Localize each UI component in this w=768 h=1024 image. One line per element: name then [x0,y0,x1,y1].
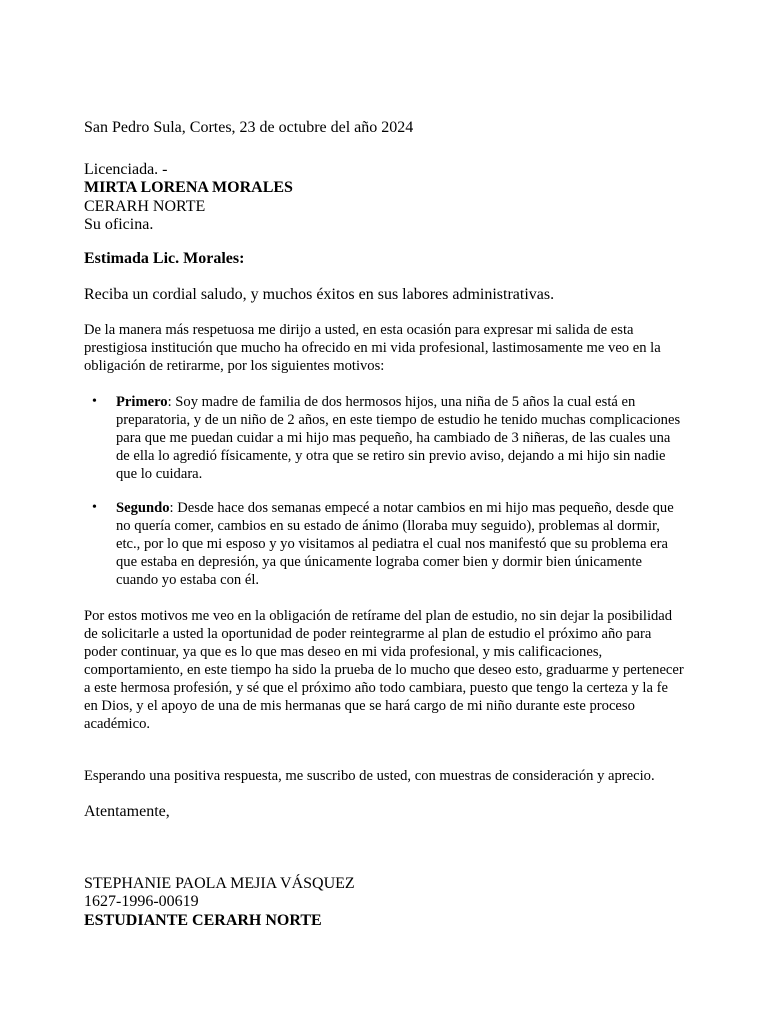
bullet-icon: • [92,500,97,515]
closing-paragraph: Por estos motivos me veo en la obligación de retírame del plan de estudio, no sin dejar la posibilidad de solicitarle a usted la oportunidad de poder reintegrarme al plan de estudio el próximo año para poder continuar, ya que es lo que mas deseo en mi vida profesional, y mis calificaciones, comportamiento, en este tiempo ha sido la prueba de lo mucho que deseo esto, graduarme y pertenecer a este hermosa profesión, y sé que el próximo año todo cambiara, puesto que tengo la certeza y la fe en Dios, y el apoyo de una de mis hermanas que se hará cargo de mi niño durante este proceso académico. [84,608,684,732]
expectation-line: Esperando una positiva respuesta, me suscribo de usted, con muestras de consideración y aprecio. [84,768,655,784]
reason-text: : Desde hace dos semanas empecé a notar cambios en mi hijo mas pequeño, desde que no quería comer, cambios en su estado de ánimo (lloraba muy seguido), problemas al dormir, etc., por lo que mi esposo y yo visitamos al pediatra el cual nos manifestó que su problema era que estaba en depresión, ya que únicamente lograba comer bien y dormir bien únicamente cuando yo estaba con él. [116,500,674,588]
reason-text: : Soy madre de familia de dos hermosos hijos, una niña de 5 años la cual está en preparatoria, y de un niño de 2 años, en este tiempo de estudio he tenido muchas complicaciones para que me puedan cuidar a mi hijo mas pequeño, ha cambiado de 3 niñeras, de las cuales una de ella lo agredió físicamente, y otra que se retiro sin previo aviso, dejando a mi hijo sin nadie que lo cuidara. [116,394,681,482]
intro-paragraph: De la manera más respetuosa me dirijo a usted, en esta ocasión para expresar mi salida de esta prestigiosa institución que mucho ha ofrecido en mi vida profesional, lastimosamente me veo en la obligación de retirarme, por los siguientes motivos: [84,322,661,374]
signature-block [84,875,684,930]
recipient-title: Licenciada. - [84,161,168,178]
recipient-organization: CERARH NORTE [84,197,206,215]
signer-id: 1627-1996-00619 [84,893,199,911]
reason-list [84,499,684,589]
recipient-location: Su oficina. [84,216,154,234]
salutation: Reciba un cordial saludo, y muchos éxitos en sus labores administrativas. [84,286,555,303]
list-item [84,499,684,589]
recipient-block [84,161,684,235]
signer-role: ESTUDIANTE CERARH NORTE [84,911,322,929]
recipient-name: MIRTA LORENA MORALES [84,179,293,197]
place-date: San Pedro Sula, Cortes, 23 de octubre del año 2024 [84,119,414,136]
reason-label: Primero [116,394,168,410]
list-item [84,393,684,483]
valediction: Atentamente, [84,803,170,820]
bullet-icon: • [92,394,97,409]
signer-name: STEPHANIE PAOLA MEJIA VÁSQUEZ [84,875,355,892]
greeting: Estimada Lic. Morales: [84,250,245,267]
reason-list [84,393,684,483]
reason-label: Segundo [116,500,170,516]
